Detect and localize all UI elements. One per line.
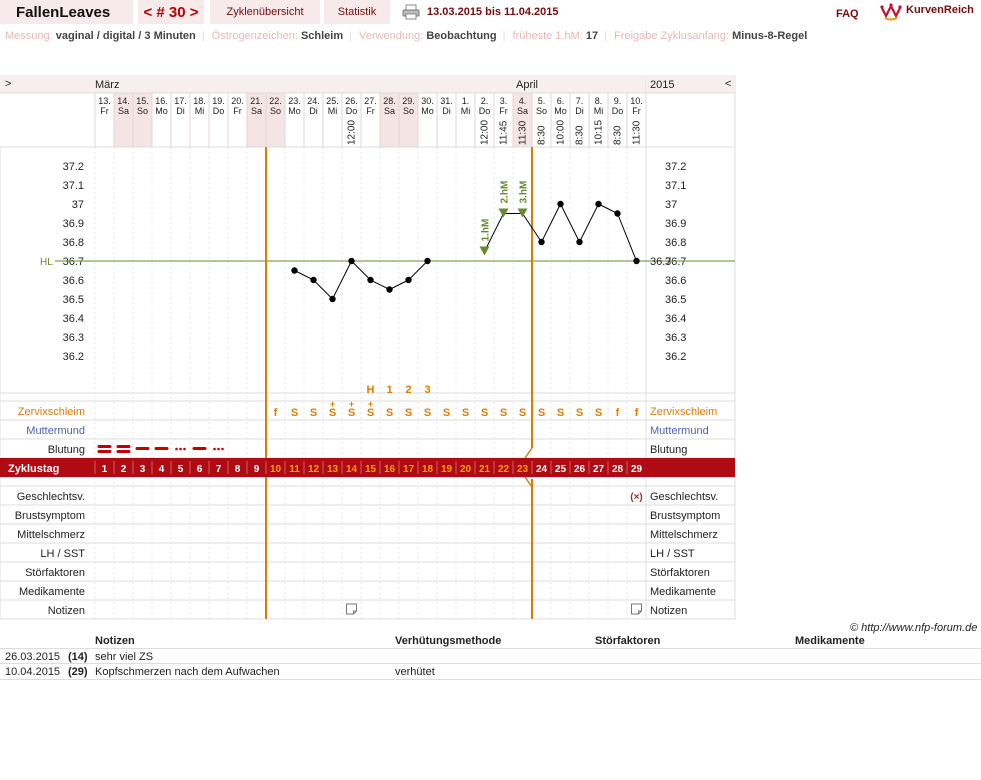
row-label-lh: LH / SST — [40, 548, 85, 560]
day-number: 28. — [383, 96, 396, 106]
nav-statistics[interactable]: Statistik — [324, 0, 390, 24]
temp-tick-left: 37.1 — [62, 180, 84, 192]
time-label: 12:00 — [346, 119, 358, 145]
cervix-value: S — [518, 407, 527, 419]
row-label-midpain: Mittelschmerz — [17, 529, 85, 541]
earliest-hm-label: früheste 1.hM: — [512, 30, 583, 42]
time-label: 10:15 — [593, 119, 605, 145]
bleeding-light — [175, 448, 178, 451]
verwendung-value: Beobachtung — [426, 30, 497, 42]
cycle-day-number: 14 — [345, 464, 358, 475]
time-label: 11:45 — [498, 120, 510, 145]
cervix-peak-marker: 2 — [405, 384, 412, 396]
cycle-day-number: 24 — [535, 464, 548, 475]
temp-tick-right: 36.4 — [665, 313, 687, 325]
temp-tick-left: 36.3 — [62, 332, 84, 344]
year-label: 2015 — [650, 79, 675, 91]
temp-point — [576, 239, 582, 245]
weekday: Sa — [117, 106, 130, 116]
temp-tick-right: 36.6 — [665, 275, 687, 287]
day-number: 5. — [537, 96, 546, 106]
weekday: Sa — [516, 106, 529, 116]
day-number: 27. — [364, 96, 377, 106]
temp-point — [595, 201, 601, 207]
cycle-day-label: Zyklustag — [8, 463, 60, 475]
messung-label: Messung: — [5, 30, 53, 42]
brand-name[interactable]: KurvenReich — [906, 4, 974, 16]
temp-point — [367, 277, 373, 283]
freigabe-label: Freigabe Zyklusanfang: — [614, 30, 730, 42]
weekday: Fr — [632, 106, 641, 116]
temp-tick-right: 36.3 — [665, 332, 687, 344]
cervix-value: S — [366, 407, 375, 419]
row-label-right-cervix_os: Muttermund — [650, 425, 709, 437]
cycle-chart — [0, 75, 981, 625]
cervix-value: S — [309, 407, 318, 419]
row-label-breast: Brustsymptom — [14, 510, 85, 522]
notes-header: Notizen — [95, 635, 135, 647]
time-label: 8:30 — [536, 125, 548, 145]
bleeding-heavy — [98, 445, 112, 448]
bleeding-heavy — [117, 450, 131, 453]
weekday: Di — [176, 106, 185, 116]
cycle-day-number: 16 — [383, 464, 396, 475]
table-row — [0, 664, 981, 680]
cycle-day-number: 7 — [215, 464, 222, 475]
earliest-hm-value: 17 — [585, 30, 599, 42]
weekday: Mi — [327, 106, 338, 116]
cervix-value: S — [385, 407, 394, 419]
cycle-day-number: 13 — [326, 464, 339, 475]
verwendung-label: Verwendung: — [359, 30, 424, 42]
cycle-day-number: 2 — [120, 464, 127, 475]
bleeding-medium — [155, 447, 169, 450]
temp-tick-right: 37.2 — [665, 161, 687, 173]
cycle-day-number: 27 — [592, 464, 605, 475]
day-number: 18. — [193, 96, 206, 106]
cervix-value: S — [328, 407, 337, 419]
cervix-peak-marker: H — [366, 384, 375, 396]
cycle-day-number: 6 — [196, 464, 203, 475]
temp-tick-right: 36.7 — [665, 256, 687, 268]
row-label-right-notes: Notizen — [650, 605, 688, 617]
weekday: Do — [212, 106, 225, 116]
cycle-day-number: 17 — [402, 464, 415, 475]
temp-tick-left: 36.8 — [62, 237, 84, 249]
hl-right-value: 36.7 — [650, 256, 672, 268]
row-label-right-intercourse: Geschlechtsv. — [650, 491, 719, 503]
row-label-right-disturb: Störfaktoren — [650, 567, 710, 579]
nav-cycle-overview[interactable]: Zyklenübersicht — [210, 0, 320, 24]
cervix-peak-marker: 3 — [424, 384, 431, 396]
weekday: Fr — [100, 106, 109, 116]
cervix-plus: + — [367, 399, 374, 409]
time-label: 12:00 — [479, 119, 491, 145]
row-label-meds: Medikamente — [18, 586, 85, 598]
month-label: April — [516, 79, 539, 91]
weekday: Do — [345, 106, 358, 116]
cycle-day-number: 4 — [158, 464, 165, 475]
temp-tick-right: 37.1 — [665, 180, 687, 192]
time-label: 11:30 — [517, 120, 529, 145]
cycle-day-number: 22 — [497, 464, 510, 475]
day-number: 15. — [136, 96, 149, 106]
row-label-right-cervix: Zervixschleim — [650, 406, 718, 418]
weekday: Mo — [288, 106, 301, 116]
oestrogen-value: Schleim — [300, 30, 344, 42]
time-label: 11:30 — [631, 120, 643, 145]
hl-label: HL — [40, 257, 53, 268]
cycle-day-number: 20 — [459, 464, 472, 475]
crown-logo-icon[interactable] — [880, 2, 902, 22]
bleeding-light — [183, 448, 186, 451]
medication-header: Medikamente — [795, 635, 865, 647]
temp-point — [386, 286, 392, 292]
temp-tick-right: 37 — [665, 199, 678, 211]
cervix-value: S — [575, 407, 584, 419]
cycle-day-number: 23 — [516, 464, 529, 475]
bleeding-heavy — [98, 450, 112, 453]
cycle-day-number: 12 — [307, 464, 320, 475]
weekday: Mo — [554, 106, 567, 116]
row-note: Kopfschmerzen nach dem Aufwachen — [95, 666, 280, 678]
temp-point — [633, 258, 639, 264]
day-number: 8. — [594, 96, 603, 106]
cycle-day-number: 18 — [421, 464, 434, 475]
weekday: Mi — [194, 106, 205, 116]
cervix-value: f — [615, 407, 620, 419]
weekday: Di — [442, 106, 451, 116]
row-date: 10.04.2015 — [5, 666, 61, 678]
day-number: 21. — [250, 96, 263, 106]
weekday: Di — [575, 106, 584, 116]
temp-tick-left: 37 — [71, 199, 84, 211]
temp-tick-left: 36.5 — [62, 294, 84, 306]
copyright: © http://www.nfp-forum.de — [850, 622, 978, 634]
row-label-right-meds: Medikamente — [650, 586, 717, 598]
table-row — [0, 648, 981, 664]
day-number: 4. — [518, 96, 527, 106]
month-label: März — [95, 79, 120, 91]
temp-tick-right: 36.2 — [665, 351, 687, 363]
temp-point — [557, 201, 563, 207]
bleeding-heavy — [117, 445, 131, 448]
cervix-value: S — [442, 407, 451, 419]
row-date: 26.03.2015 — [5, 651, 61, 663]
top-bar — [0, 0, 981, 26]
weekday: Do — [478, 106, 491, 116]
bleeding-medium — [136, 447, 150, 450]
time-label: 10:00 — [555, 119, 567, 145]
method-header: Verhütungsmethode — [395, 635, 502, 647]
day-number: 3. — [499, 96, 508, 106]
temp-tick-right: 36.8 — [665, 237, 687, 249]
row-cycle-day: (29) — [68, 666, 88, 678]
day-number: 19. — [212, 96, 225, 106]
row-label-bleeding: Blutung — [47, 444, 85, 456]
temp-point — [310, 277, 316, 283]
cervix-value: S — [499, 407, 508, 419]
printer-icon[interactable] — [402, 4, 420, 20]
weekday: So — [402, 106, 415, 116]
weekday: So — [535, 106, 548, 116]
cervix-value: f — [273, 407, 278, 419]
faq-link[interactable]: FAQ — [836, 8, 859, 20]
day-number: 22. — [269, 96, 282, 106]
row-label-intercourse: Geschlechtsv. — [16, 491, 85, 503]
cycle-day-number: 8 — [234, 464, 241, 475]
cycle-day-number: 26 — [573, 464, 586, 475]
cervix-value: f — [634, 407, 639, 419]
hm-label: 3.hM — [518, 180, 530, 204]
temp-tick-right: 36.9 — [665, 218, 687, 230]
row-cycle-day: (14) — [68, 651, 88, 663]
cycle-day-number: 3 — [139, 464, 146, 475]
temp-tick-left: 37.2 — [62, 161, 84, 173]
hm-label: 2.hM — [499, 180, 511, 204]
day-number: 25. — [326, 96, 339, 106]
weekday: Mi — [460, 106, 471, 116]
row-label-right-breast: Brustsymptom — [650, 510, 721, 522]
day-number: 31. — [440, 96, 453, 106]
temp-point — [329, 296, 335, 302]
temp-tick-left: 36.6 — [62, 275, 84, 287]
temp-tick-right: 36.5 — [665, 294, 687, 306]
disturbances-header: Störfaktoren — [595, 635, 661, 647]
oestrogen-label: Östrogenzeichen: — [211, 30, 298, 42]
cycle-day-number: 11 — [289, 464, 300, 475]
day-number: 16. — [155, 96, 168, 106]
chart-frame — [0, 75, 735, 619]
row-label-cervix: Zervixschleim — [17, 406, 85, 418]
weekday: So — [136, 106, 149, 116]
weekday: Sa — [383, 106, 396, 116]
bleeding-light — [217, 448, 220, 451]
cervix-plus: + — [348, 399, 355, 409]
bleeding-light — [221, 448, 224, 451]
date-range: 13.03.2015 bis 11.04.2015 — [427, 6, 559, 18]
time-label: 8:30 — [612, 125, 624, 145]
freigabe-value: Minus-8-Regel — [732, 30, 808, 42]
day-number: 2. — [480, 96, 489, 106]
user-name: FallenLeaves — [0, 0, 133, 24]
cervix-value: S — [347, 407, 356, 419]
temp-tick-left: 36.4 — [62, 313, 84, 325]
scroll-left-button: > — [5, 78, 12, 90]
intercourse-mark: (×) — [630, 492, 643, 503]
cycle-day-number: 25 — [554, 464, 567, 475]
weekday: Do — [611, 106, 624, 116]
day-number: 26. — [345, 96, 358, 106]
day-number: 23. — [288, 96, 301, 106]
weekday: Mo — [155, 106, 168, 116]
cycle-selector[interactable]: < # 30 > — [138, 0, 204, 24]
note-icon — [632, 604, 642, 614]
day-number: 17. — [174, 96, 187, 106]
hm-label: 1.hM — [480, 218, 492, 242]
row-label-right-lh: LH / SST — [650, 548, 695, 560]
weekday: Fr — [366, 106, 375, 116]
row-label-cervix_os: Muttermund — [26, 425, 85, 437]
day-number: 6. — [556, 96, 565, 106]
day-number: 29. — [402, 96, 415, 106]
weekday: So — [269, 106, 282, 116]
temp-tick-left: 36.7 — [62, 256, 84, 268]
weekday: Fr — [499, 106, 508, 116]
day-number: 9. — [613, 96, 622, 106]
row-label-disturb: Störfaktoren — [25, 567, 85, 579]
day-number: 7. — [575, 96, 584, 106]
cycle-day-number: 19 — [440, 464, 453, 475]
row-label-notes: Notizen — [47, 605, 85, 617]
cervix-value: S — [404, 407, 413, 419]
weekday: Mo — [421, 106, 434, 116]
row-label-right-midpain: Mittelschmerz — [650, 529, 718, 541]
cervix-value: S — [594, 407, 603, 419]
messung-value: vaginal / digital / 3 Minuten — [55, 30, 196, 42]
day-number: 30. — [421, 96, 434, 106]
day-number: 24. — [307, 96, 320, 106]
temp-tick-left: 36.9 — [62, 218, 84, 230]
cycle-day-number: 10 — [269, 464, 282, 475]
cervix-value: S — [537, 407, 546, 419]
cervix-value: S — [461, 407, 470, 419]
cycle-day-number: 21 — [478, 464, 491, 475]
cervix-value: S — [423, 407, 432, 419]
cycle-day-number: 1 — [101, 464, 108, 475]
bleeding-light — [179, 448, 182, 451]
cervix-value: S — [290, 407, 299, 419]
cycle-day-number: 9 — [253, 464, 260, 475]
cervix-peak-marker: 1 — [386, 384, 393, 396]
row-note: sehr viel ZS — [95, 651, 154, 663]
weekday: Fr — [233, 106, 242, 116]
day-number: 1. — [461, 96, 470, 106]
temp-point — [291, 267, 297, 273]
temp-point — [614, 210, 620, 216]
cycle-day-number: 28 — [611, 464, 624, 475]
scroll-right-button: < — [725, 78, 732, 90]
weekday: Di — [309, 106, 318, 116]
row-label-right-bleeding: Blutung — [650, 444, 688, 456]
cycle-day-number: 15 — [364, 464, 377, 475]
note-icon — [347, 604, 357, 614]
temp-point — [348, 258, 354, 264]
cycle-day-number: 29 — [630, 464, 643, 475]
day-number: 14. — [117, 96, 130, 106]
cervix-value: S — [480, 407, 489, 419]
day-number: 10. — [630, 96, 643, 106]
cycle-day-number: 5 — [177, 464, 184, 475]
measurement-info: Messung: vaginal / digital / 3 Minuten | Östrogenzeichen: Schleim | Verwendung: Beobachtung | früheste 1.hM: 17 | Freigabe Zyklusanfang: Minus-8-Regel — [5, 30, 808, 42]
temp-point — [405, 277, 411, 283]
row-method: verhütet — [395, 666, 435, 678]
day-number: 13. — [98, 96, 111, 106]
cervix-plus: + — [329, 399, 336, 409]
bleeding-light — [213, 448, 216, 451]
day-number: 20. — [231, 96, 244, 106]
temp-point — [538, 239, 544, 245]
temp-point — [424, 258, 430, 264]
temp-tick-left: 36.2 — [62, 351, 84, 363]
bleeding-medium — [193, 447, 207, 450]
time-label: 8:30 — [574, 125, 586, 145]
weekday: Sa — [250, 106, 263, 116]
weekday: Mi — [593, 106, 604, 116]
cervix-value: S — [556, 407, 565, 419]
